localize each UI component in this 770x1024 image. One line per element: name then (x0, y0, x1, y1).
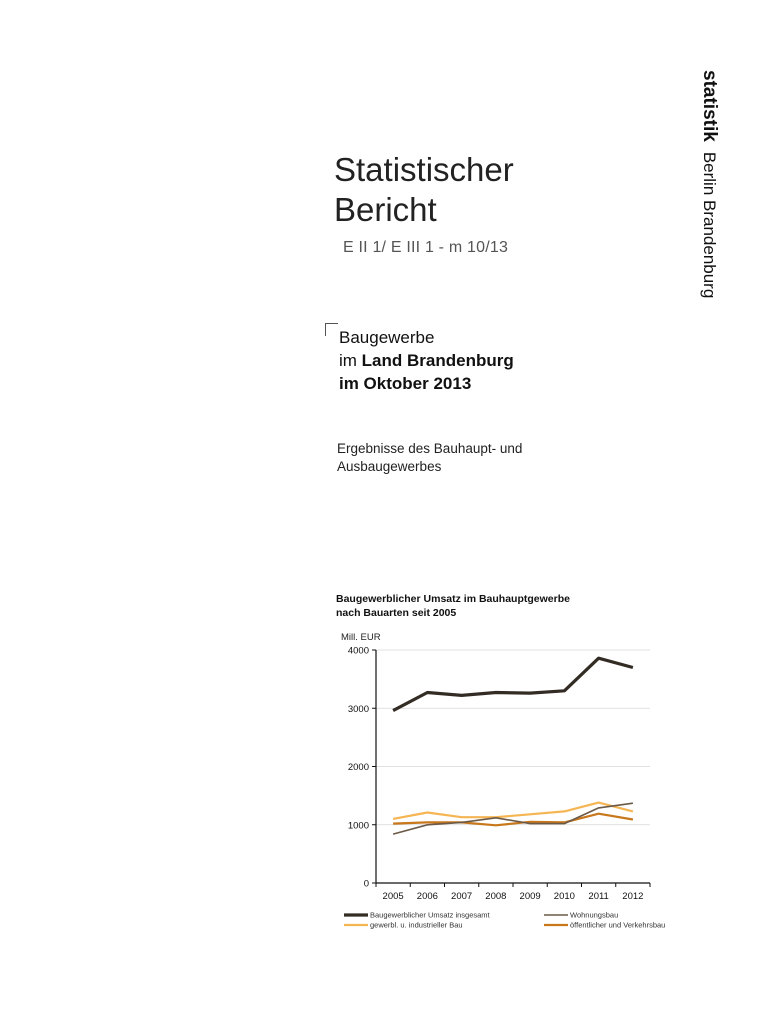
legend-label: Wohnungsbau (570, 910, 619, 920)
subject-period: im Oktober 2013 (339, 374, 472, 393)
subject-block (339, 326, 514, 395)
line-chart (320, 640, 700, 960)
x-tick-label: 2009 (519, 891, 541, 902)
brand-vertical (698, 70, 720, 298)
x-tick-label: 2008 (485, 891, 507, 902)
y-tick-label: 2000 (347, 762, 369, 773)
brand-strong: statistik (699, 70, 720, 142)
x-tick-label: 2005 (382, 891, 404, 902)
series-line (393, 658, 633, 710)
y-tick-label: 1000 (347, 820, 369, 832)
chart-title-line1: Baugewerblicher Umsatz im Bauhauptgewerbe (336, 593, 570, 605)
report-title-line1: Statistischer (334, 151, 514, 188)
x-tick-label: 2010 (553, 891, 575, 902)
subject-line1: Baugewerbe (339, 328, 435, 347)
subject-line2 (339, 349, 514, 372)
legend-label: Baugewerblicher Umsatz insgesamt (370, 910, 490, 920)
corner-mark (325, 323, 338, 336)
subject-region: Land Brandenburg (361, 351, 514, 370)
x-tick-label: 2007 (451, 891, 473, 902)
report-code: E II 1/ E III 1 - m 10/13 (343, 239, 509, 256)
series-line (393, 803, 633, 834)
brand-region: Berlin Brandenburg (700, 151, 719, 299)
y-tick-label: 3000 (347, 703, 369, 715)
y-tick-label: 4000 (347, 645, 369, 657)
report-title-line2: Bericht (334, 191, 437, 228)
report-title (334, 150, 514, 230)
y-tick-label: 0 (363, 878, 369, 890)
legend-label: gewerbl. u. industrieller Bau (370, 920, 463, 930)
chart-title (336, 592, 570, 620)
x-tick-label: 2011 (588, 891, 609, 902)
x-tick-label: 2012 (622, 891, 644, 902)
subject-line2-prefix: im (339, 351, 362, 370)
chart-unit-label: Mill. EUR (341, 632, 381, 643)
x-tick-label: 2006 (416, 891, 438, 902)
series-line (393, 803, 633, 819)
chart-title-line2: nach Bauarten seit 2005 (336, 607, 457, 619)
description (337, 440, 522, 476)
legend-label: öffentlicher und Verkehrsbau (570, 920, 666, 930)
description-line1: Ergebnisse des Bauhaupt- und (337, 441, 523, 456)
description-line2: Ausbaugewerbes (337, 459, 442, 474)
